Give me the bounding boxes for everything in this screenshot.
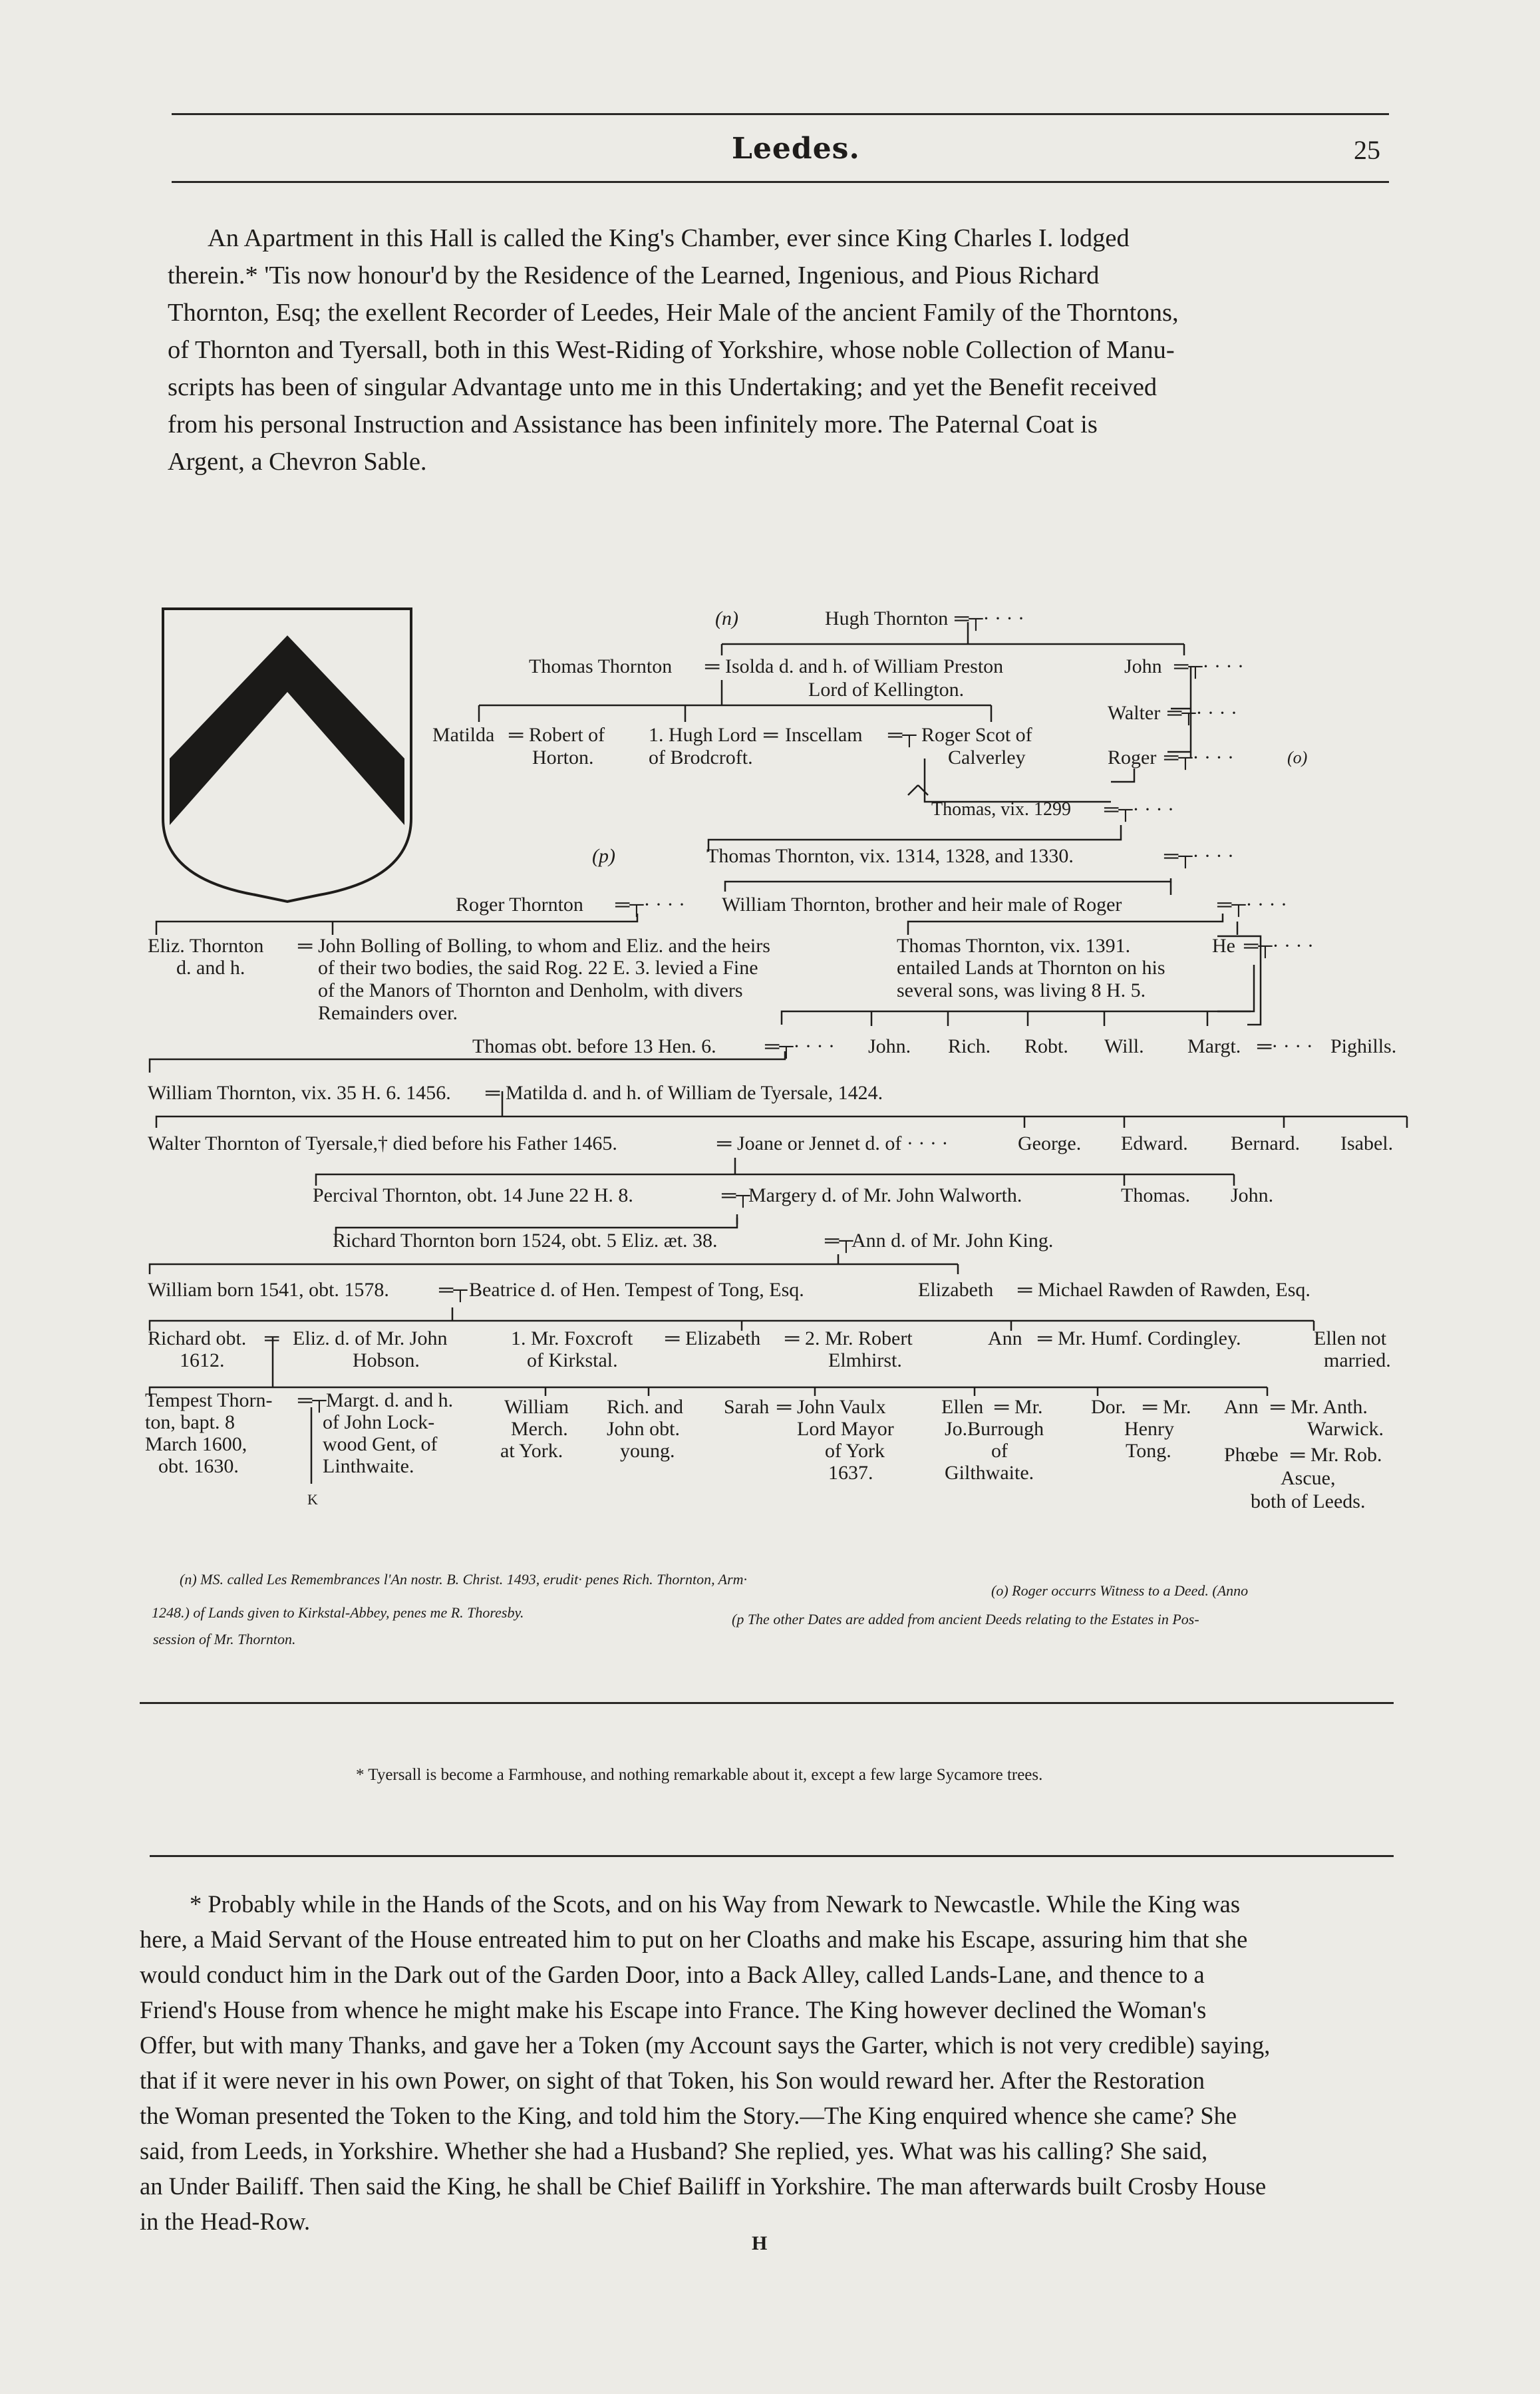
henry-3: Tong. [1126, 1440, 1171, 1462]
margt-lockwood-1: Margt. d. and h. [326, 1389, 454, 1411]
mark-p: (p) [592, 845, 615, 867]
tempest-1: Tempest Thorn- [145, 1389, 273, 1411]
marriage-sign: ═┬· · · · [1164, 747, 1234, 769]
intro-line: An Apartment in this Hall is called the King's Chamber, ever since King Charles I. lodged [208, 224, 1130, 252]
signature-mark: H [752, 2232, 768, 2254]
burrough-4: Gilthwaite. [945, 1462, 1034, 1484]
marriage-sign: ═┬ [888, 724, 917, 746]
page-number: 25 [1354, 135, 1380, 165]
intro-line: Thornton, Esq; the exellent Recorder of Leedes, Heir Male of the ancient Family of the Thorntons, [168, 299, 1179, 327]
margt-lockwood-3: wood Gent, of [323, 1433, 438, 1455]
anth-warwick-2: Warwick. [1307, 1418, 1384, 1440]
matilda-tyersale: Matilda d. and h. of William de Tyersale, 1424. [506, 1082, 883, 1104]
he: He [1212, 935, 1235, 957]
elizabeth-rawden: Elizabeth [918, 1279, 994, 1301]
marriage-sign: ═┬· · · · [1217, 894, 1287, 916]
marriage-sign: ═ [298, 935, 313, 957]
ascue-1: Ascue, [1281, 1467, 1336, 1489]
chevron-sable [170, 635, 404, 825]
edward: Edward. [1121, 1132, 1188, 1154]
robert-horton-2: Horton. [532, 747, 594, 769]
sarah: Sarah [724, 1396, 770, 1418]
marriage-sign: ═ [486, 1082, 500, 1104]
marriage-sign: ═┬ [825, 1230, 853, 1252]
ascue-2: both of Leeds. [1251, 1490, 1366, 1512]
bernard: Bernard. [1231, 1132, 1301, 1154]
marriage-sign: ═ [1291, 1444, 1305, 1466]
margt-gen8: Margt. [1187, 1035, 1241, 1057]
thomas-obt-13: Thomas obt. before 13 Hen. 6. [472, 1035, 716, 1057]
footnote-line: the Woman presented the Token to the King, and told him the Story.—The King enquired whence she came? She [140, 2102, 1237, 2129]
pighills: Pighills. [1330, 1035, 1397, 1057]
burrough-1: Mr. [1014, 1396, 1043, 1418]
rich-john-1: Rich. and [607, 1396, 683, 1418]
thomas-thornton: Thomas Thornton [529, 655, 673, 677]
intro-line: scripts has been of singular Advantage unto me in this Undertaking; and yet the Benefit received [168, 373, 1157, 401]
thomas-1391-3: several sons, was living 8 H. 5. [897, 979, 1146, 1001]
intro-line: from his personal Instruction and Assistance has been infinitely more. The Paternal Coat is [168, 411, 1098, 438]
william-1456: William Thornton, vix. 35 H. 6. 1456. [148, 1082, 451, 1104]
footnote-line: Offer, but with many Thanks, and gave her a Token (my Account says the Garter, which is not very credible) saying, [140, 2031, 1271, 2059]
beatrice: Beatrice d. of Hen. Tempest of Tong, Esq. [469, 1279, 804, 1301]
phoebe: Phœbe [1224, 1444, 1279, 1466]
marriage-sign: ═┬· · · · [1164, 845, 1234, 867]
mid-rule [140, 1702, 1394, 1704]
dor: Dor. [1091, 1396, 1126, 1418]
bolling-2: of their two bodies, the said Rog. 22 E. 3. levied a Fine [318, 957, 758, 979]
marriage-sign: ═┬· · · · [1167, 702, 1237, 724]
note-p: (p The other Dates are added from ancient Deeds relating to the Estates in Pos- [732, 1611, 1199, 1627]
will-gen8: Will. [1104, 1035, 1144, 1057]
footnote-line: in the Head-Row. [140, 2208, 311, 2235]
marriage-sign: ═· · · · [1257, 1035, 1313, 1057]
dagger-note: * Tyersall is become a Farmhouse, and nothing remarkable about it, except a few large Sycamore trees. [356, 1766, 1043, 1784]
bolling-1: John Bolling of Bolling, to whom and Eliz. and the heirs [318, 935, 770, 957]
marriage-sign: ═ [1018, 1279, 1032, 1301]
matilda: Matilda [432, 724, 495, 746]
william-merch-1: William [504, 1396, 569, 1418]
mr-rob: Mr. Rob. [1310, 1444, 1382, 1466]
robert-elmhirst-2: Elmhirst. [828, 1349, 902, 1371]
thomas-1391: Thomas Thornton, vix. 1391. [897, 935, 1131, 957]
margt-lockwood-4: Linthwaite. [323, 1455, 414, 1477]
thomas-gen11: Thomas. [1121, 1184, 1191, 1206]
note-n: (n) MS. called Les Remembrances l'An nostr. B. Christ. 1493, erudit· penes Rich. Thornton, Arm· [180, 1571, 748, 1588]
note-line3: session of Mr. Thornton. [153, 1631, 296, 1647]
william-merch-3: at York. [500, 1440, 563, 1462]
vaulx-4: 1637. [828, 1462, 873, 1484]
isolda: Isolda d. and h. of William Preston [725, 655, 1004, 677]
burrough-2: Jo.Burrough [945, 1418, 1044, 1440]
eliz-hobson: Eliz. d. of Mr. John [293, 1327, 448, 1349]
marriage-sign: ═ [665, 1327, 680, 1349]
william-thornton-brother: William Thornton, brother and heir male of Roger [722, 894, 1122, 916]
footnote-line: Friend's House from whence he might make his Escape into France. The King however declined the Woman's [140, 1996, 1207, 2023]
rich-john-2: John obt. [607, 1418, 681, 1440]
margery: Margery d. of Mr. John Walworth. [748, 1184, 1022, 1206]
foxcroft: 1. Mr. Foxcroft [511, 1327, 633, 1349]
marriage-sign: ═ [265, 1327, 279, 1349]
john-gen11: John. [1231, 1184, 1274, 1206]
elizabeth-gen14: Elizabeth [685, 1327, 761, 1349]
roger-scot: Roger Scot of [921, 724, 1032, 746]
bolling-4: Remainders over. [318, 1002, 458, 1024]
eliz-hobson-2: Hobson. [353, 1349, 420, 1371]
marriage-sign: ═┬ [722, 1184, 750, 1206]
vaulx-3: of York [825, 1440, 885, 1462]
k-mark: K [307, 1491, 318, 1508]
ann-king: Ann d. of Mr. John King. [851, 1230, 1054, 1252]
thomas-1391-2: entailed Lands at Thornton on his [897, 957, 1165, 979]
marriage-sign: ═┬· · · · [1174, 655, 1244, 677]
joane: Joane or Jennet d. of · · · · [737, 1132, 949, 1154]
tempest-2: ton, bapt. 8 [145, 1411, 235, 1433]
tempest-4: obt. 1630. [158, 1455, 239, 1477]
marriage-sign: ═┬· · · · [1104, 798, 1174, 820]
marriage-sign: ═┬ [298, 1389, 327, 1411]
hugh-lord-2: of Brodcroft. [649, 747, 753, 769]
marriage-sign: ═ [995, 1396, 1009, 1418]
walter-1465: Walter Thornton of Tyersale,† died before his Father 1465. [148, 1132, 617, 1154]
marriage-sign: ═┬· · · · [615, 894, 685, 916]
footnote-line: an Under Bailiff. Then said the King, he shall be Chief Bailiff in Yorkshire. The man afterwards built Crosby House [140, 2172, 1267, 2200]
ann-gen15: Ann [1224, 1396, 1259, 1418]
foxcroft-2: of Kirkstal. [527, 1349, 618, 1371]
running-title: Leedes. [732, 132, 860, 166]
ellen-gen15: Ellen [941, 1396, 984, 1418]
george: George. [1018, 1132, 1082, 1154]
mark-o: (o) [1287, 748, 1308, 767]
marriage-sign: ═┬· · · · [765, 1035, 835, 1057]
marriage-sign: ═ [1143, 1396, 1157, 1418]
roger-gen3: Roger [1108, 747, 1157, 769]
mark-n: (n) [715, 607, 738, 629]
rich-john-3: young. [620, 1440, 675, 1462]
footnote-line: * Probably while in the Hands of the Scots, and on his Way from Newark to Newcastle. While the King was [190, 1890, 1241, 1918]
john-gen2: John [1124, 655, 1162, 677]
marriage-sign: ═ [764, 724, 778, 746]
footnote-line: said, from Leeds, in Yorkshire. Whether she had a Husband? She replied, yes. What was his calling? She said, [140, 2137, 1208, 2164]
robt-gen8: Robt. [1024, 1035, 1068, 1057]
inscellam: Inscellam [785, 724, 863, 746]
ann-gen14: Ann [988, 1327, 1022, 1349]
marriage-sign: ═ [777, 1396, 792, 1418]
john-gen8: John. [868, 1035, 911, 1057]
thomas-1314: Thomas Thornton, vix. 1314, 1328, and 1330. [706, 845, 1074, 867]
footnote-line: here, a Maid Servant of the House entreated him to put on her Cloaths and make his Escape, assuring him that she [140, 1926, 1248, 1953]
year-1612: 1612. [180, 1349, 225, 1371]
intro-line: Argent, a Chevron Sable. [168, 448, 427, 476]
marriage-sign: ═ [1038, 1327, 1052, 1349]
hugh-lord: 1. Hugh Lord [649, 724, 757, 746]
humf-cordingley: Mr. Humf. Cordingley. [1058, 1327, 1241, 1349]
vaulx-1: John Vaulx [797, 1396, 886, 1418]
robert-horton: Robert of [529, 724, 605, 746]
anth-warwick-1: Mr. Anth. [1291, 1396, 1368, 1418]
thomas-1299: Thomas, vix. 1299 [931, 799, 1071, 820]
intro-line: of Thornton and Tyersall, both in this West-Riding of Yorkshire, whose noble Collection of Manu- [168, 336, 1175, 364]
vaulx-2: Lord Mayor [797, 1418, 894, 1440]
note-o: (o) Roger occurrs Witness to a Deed. (Anno [991, 1582, 1249, 1599]
percival: Percival Thornton, obt. 14 June 22 H. 8. [313, 1184, 633, 1206]
bolling-3: of the Manors of Thornton and Denholm, with divers [318, 979, 743, 1001]
eliz-thornton: Eliz. Thornton [148, 935, 264, 957]
robert-elmhirst: 2. Mr. Robert [805, 1327, 913, 1349]
henry-1: Mr. [1163, 1396, 1191, 1418]
marriage-sign: ═┬· · · · [955, 607, 1024, 629]
marriage-sign: ═┬· · · · [1244, 935, 1314, 957]
burrough-3: of [991, 1440, 1008, 1462]
roger-scot-2: Calverley [948, 747, 1026, 769]
walter-gen3: Walter [1108, 702, 1161, 724]
eliz-thornton-2: d. and h. [176, 957, 245, 979]
william-merch-2: Merch. [511, 1418, 568, 1440]
marriage-sign: ═┬ [439, 1279, 468, 1301]
roger-thornton: Roger Thornton [456, 894, 583, 916]
marriage-sign: ═ [705, 655, 720, 677]
richard-obt: Richard obt. [148, 1327, 247, 1349]
marriage-sign: ═ [785, 1327, 800, 1349]
rich-gen8: Rich. [948, 1035, 991, 1057]
isolda-2: Lord of Kellington. [808, 679, 965, 701]
richard-1524: Richard Thornton born 1524, obt. 5 Eliz. æt. 38. [333, 1230, 718, 1252]
marriage-sign: ═ [509, 724, 524, 746]
isabel: Isabel. [1340, 1132, 1394, 1154]
footnote-line: would conduct him in the Dark out of the Garden Door, into a Back Alley, called Lands-Lane, and thence to a [140, 1961, 1205, 1988]
hugh-thornton: Hugh Thornton [825, 607, 949, 629]
footnote [140, 1886, 1270, 2239]
tempest-3: March 1600, [145, 1433, 247, 1455]
michael-rawden: Michael Rawden of Rawden, Esq. [1038, 1279, 1310, 1301]
ellen-married: married. [1324, 1349, 1391, 1371]
note-line2: 1248.) of Lands given to Kirkstal-Abbey, penes me R. Thoresby. [152, 1604, 524, 1621]
marriage-sign: ═ [1271, 1396, 1285, 1418]
footnote-line: that if it were never in his own Power, on sight of that Token, his Son would reward her. After the Restoration [140, 2067, 1205, 2094]
intro-line: therein.* 'Tis now honour'd by the Residence of the Learned, Ingenious, and Pious Richard [168, 261, 1100, 289]
marriage-sign: ═ [717, 1132, 732, 1154]
ellen-not: Ellen not [1314, 1327, 1387, 1349]
margt-lockwood-2: of John Lock- [323, 1411, 435, 1433]
william-1541: William born 1541, obt. 1578. [148, 1279, 389, 1301]
footnote-rule [150, 1855, 1394, 1857]
henry-2: Henry [1124, 1418, 1174, 1440]
